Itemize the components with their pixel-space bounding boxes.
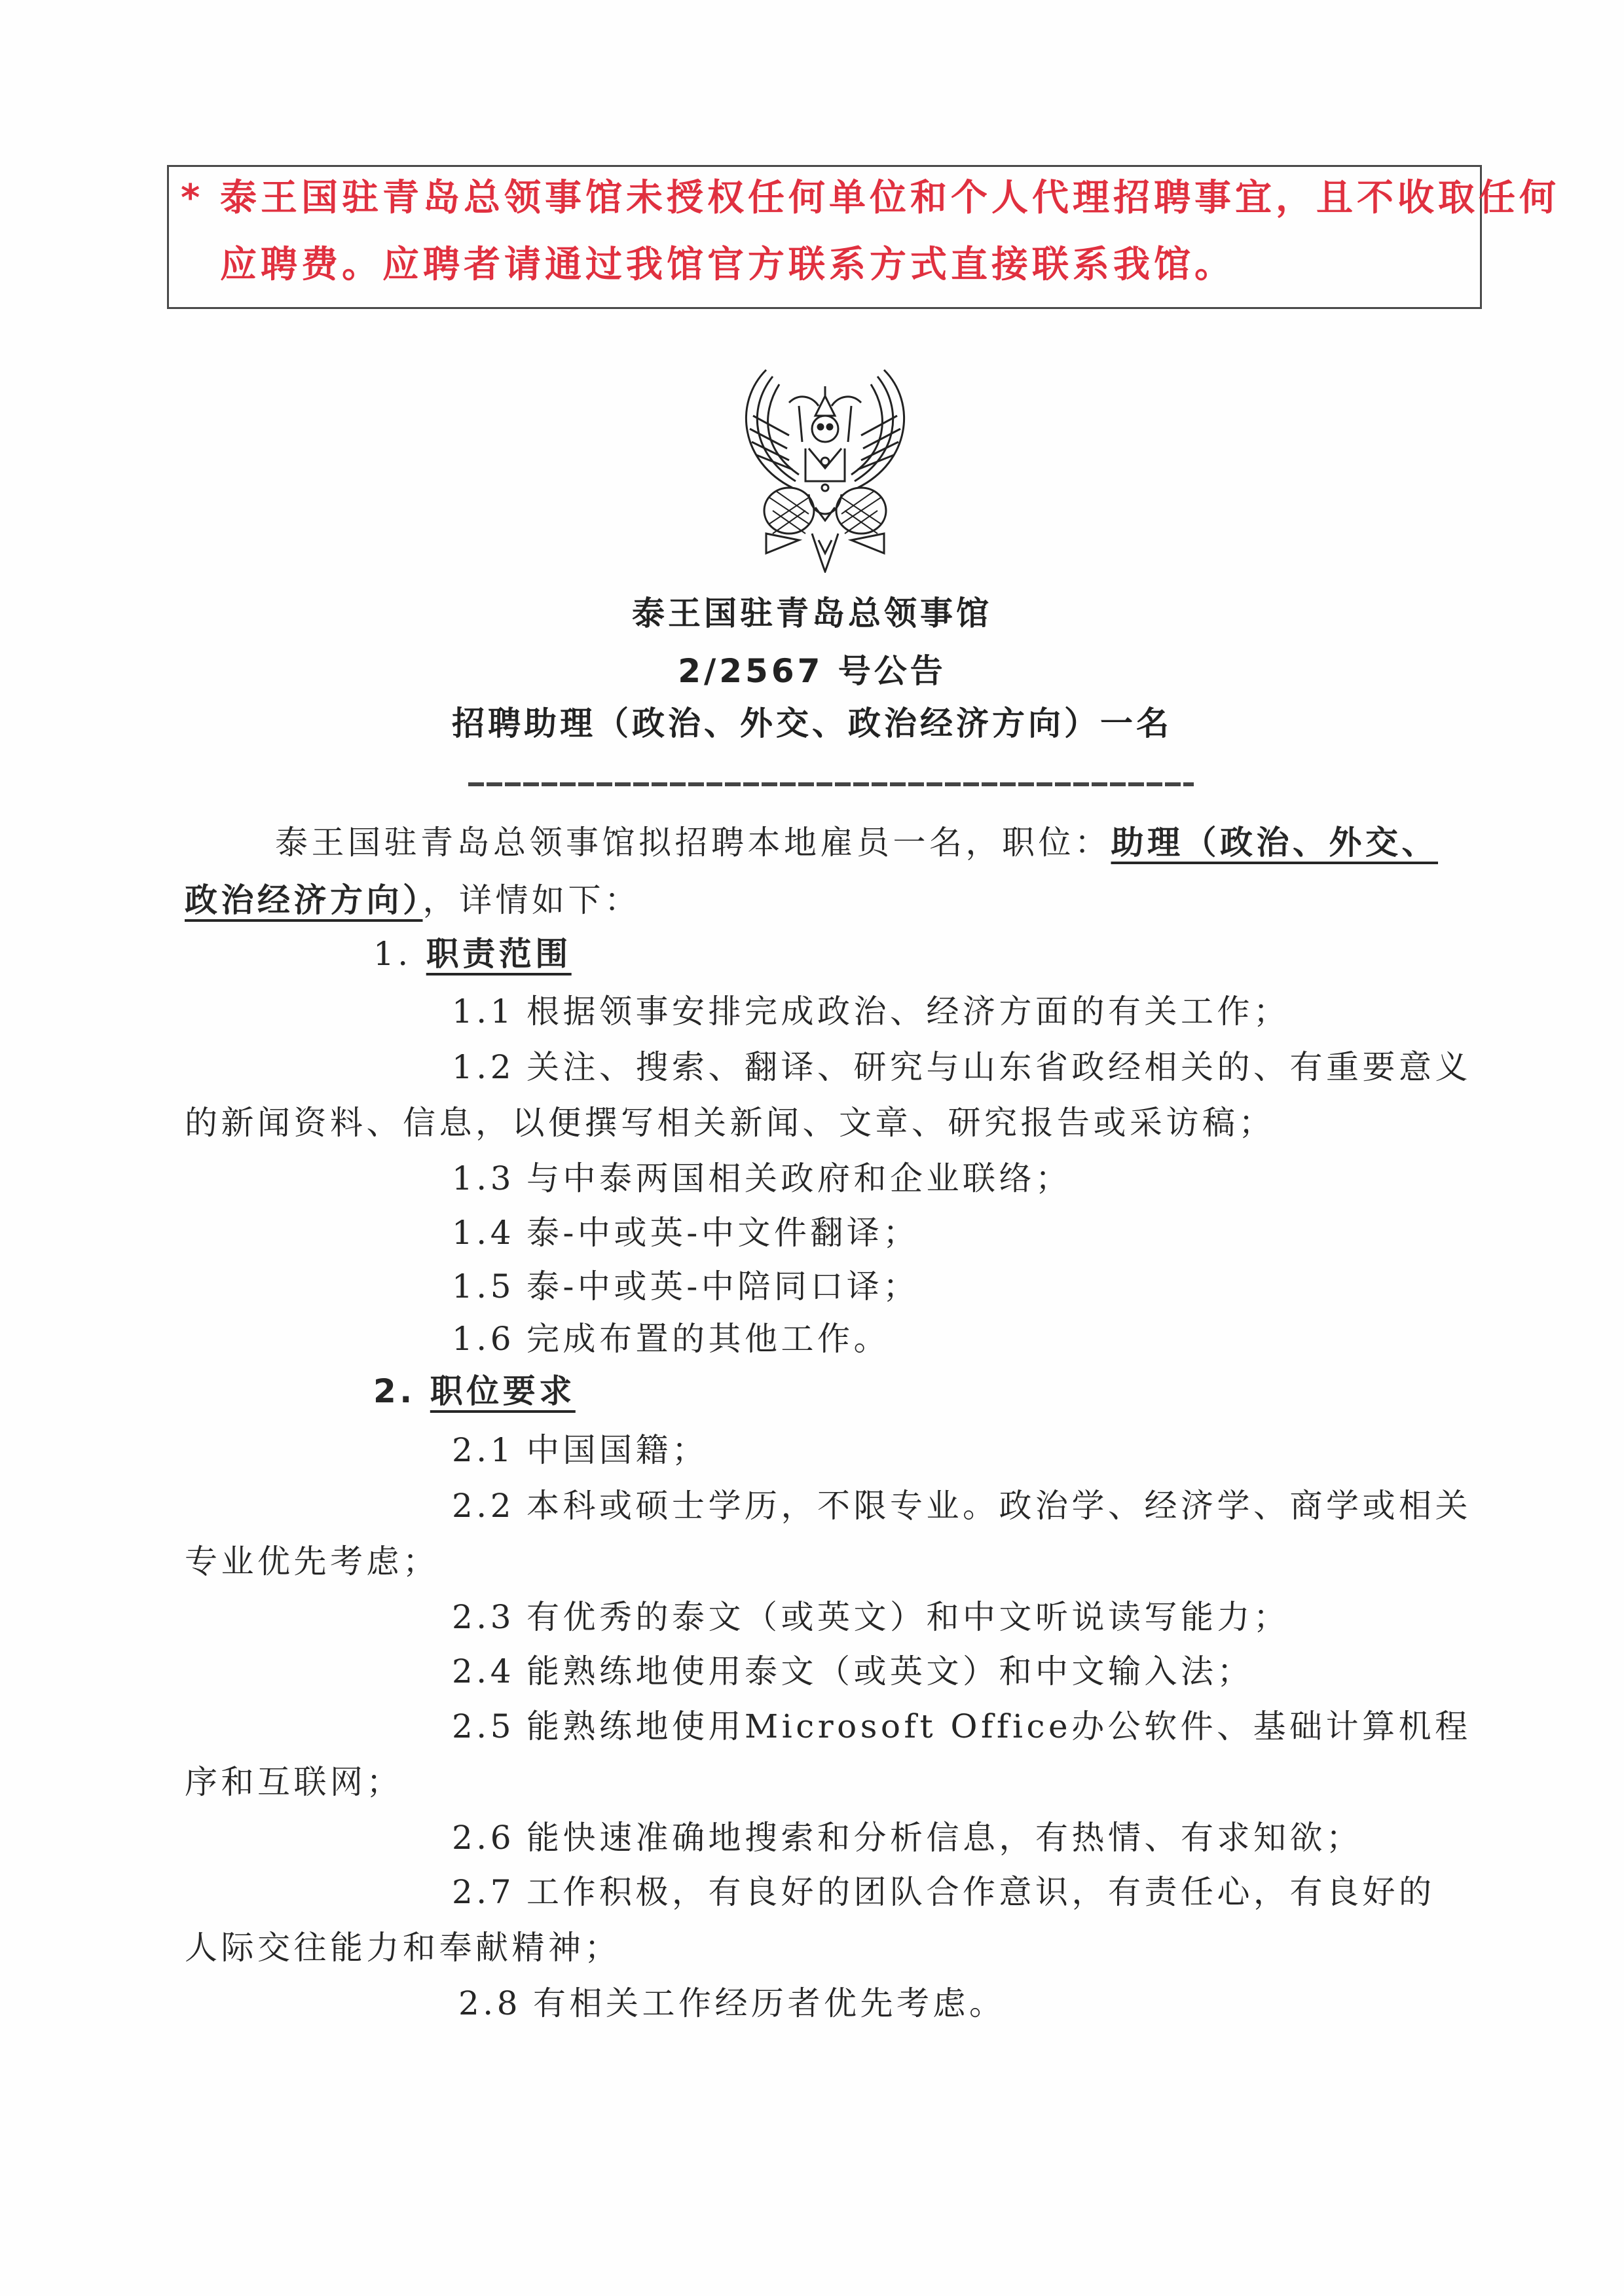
item-text: 能熟练地使用Microsoft Office办公软件、基础计算机程: [526, 1707, 1471, 1745]
list-item-2-7: [452, 1873, 1435, 1911]
item-text: 泰-中或英-中文件翻译；: [526, 1214, 919, 1252]
list-item-2-1: [452, 1431, 709, 1469]
list-item-1-4: [452, 1214, 919, 1252]
item-number: 2.5: [452, 1707, 515, 1745]
section-title: 职责范围: [426, 935, 572, 973]
section-heading-duties: [373, 935, 572, 973]
list-item-2-5-continued: 序和互联网；: [185, 1763, 403, 1801]
item-number: 1.3: [452, 1159, 515, 1197]
item-number: 2.7: [452, 1873, 515, 1911]
item-number: 2.1: [452, 1431, 515, 1469]
item-number: 1.1: [452, 993, 515, 1030]
asterisk-icon: *: [181, 177, 204, 219]
list-item-1-6: [452, 1320, 891, 1358]
warning-text-1: 泰王国驻青岛总领事馆未授权任何单位和个人代理招聘事宜，且不收取任何: [220, 177, 1560, 219]
item-number: 2.2: [452, 1487, 515, 1525]
item-text: 中国国籍；: [526, 1431, 709, 1469]
list-item-1-2-continued: 的新闻资料、信息，以便撰写相关新闻、文章、研究报告或采访稿；: [185, 1104, 1275, 1142]
list-item-1-3: [452, 1159, 1072, 1197]
item-number: 2.6: [452, 1819, 515, 1857]
fraud-warning-box: [167, 165, 1560, 309]
item-text: 有相关工作经历者优先考虑。: [533, 1984, 1006, 2022]
list-item-2-8: [458, 1984, 1006, 2022]
intro-prefix: 泰王国驻青岛总领事馆拟招聘本地雇员一名，职位：: [275, 824, 1111, 862]
item-number: 2.3: [452, 1598, 515, 1636]
list-item-2-4: [452, 1652, 1254, 1690]
list-item-1-2: [452, 1048, 1472, 1086]
intro-line-2: [185, 881, 641, 919]
item-text: 有优秀的泰文（或英文）和中文听说读写能力；: [526, 1598, 1290, 1636]
list-item-2-6: [452, 1819, 1363, 1857]
list-item-2-2: [452, 1487, 1472, 1525]
item-number: 1.6: [452, 1320, 515, 1358]
list-item-1-5: [452, 1267, 919, 1305]
consulate-name: 泰王国驻青岛总领事馆: [632, 594, 992, 632]
announcement-number: 2/2567 号公告: [678, 652, 946, 690]
list-item-2-2-continued: 专业优先考虑；: [185, 1542, 439, 1580]
item-text: 与中泰两国相关政府和企业联络；: [526, 1159, 1072, 1197]
item-text: 关注、搜索、翻译、研究与山东省政经相关的、有重要意义: [526, 1048, 1472, 1086]
section-title: 职位要求: [430, 1372, 576, 1410]
list-item-2-3: [452, 1598, 1290, 1636]
warning-line-1: [181, 177, 1560, 219]
item-text: 根据领事安排完成政治、经济方面的有关工作；: [526, 993, 1290, 1030]
item-text: 能熟练地使用泰文（或英文）和中文输入法；: [526, 1652, 1254, 1690]
item-number: 1.2: [452, 1048, 515, 1086]
list-item-2-5: [452, 1707, 1471, 1745]
list-item-2-7-continued: 人际交往能力和奉献精神；: [185, 1929, 621, 1967]
section-number: 1.: [373, 935, 412, 973]
garuda-emblem-icon: [727, 357, 923, 573]
item-text: 本科或硕士学历，不限专业。政治学、经济学、商学或相关: [526, 1487, 1472, 1525]
item-number: 1.5: [452, 1267, 515, 1305]
item-text: 完成布置的其他工作。: [526, 1320, 891, 1358]
intro-suffix: ，详情如下：: [422, 881, 641, 919]
announcement-title: 招聘助理（政治、外交、政治经济方向）一名: [452, 704, 1172, 742]
item-number: 1.4: [452, 1214, 515, 1252]
item-number: 2.4: [452, 1652, 515, 1690]
warning-line-2: 应聘费。应聘者请通过我馆官方联系方式直接联系我馆。: [220, 244, 1235, 286]
item-text: 工作积极，有良好的团队合作意识，有责任心，有良好的: [526, 1873, 1435, 1911]
item-number: 2.8: [458, 1984, 522, 2022]
section-number: 2.: [373, 1372, 416, 1410]
dashed-separator: [468, 782, 1194, 786]
intro-line-1: [275, 824, 1438, 862]
position-name-part-2: 政治经济方向）: [185, 881, 423, 919]
section-heading-requirements: [373, 1372, 576, 1410]
item-text: 泰-中或英-中陪同口译；: [526, 1267, 919, 1305]
list-item-1-1: [452, 995, 1290, 1028]
item-text: 能快速准确地搜索和分析信息，有热情、有求知欲；: [526, 1819, 1363, 1857]
position-name-part-1: 助理（政治、外交、: [1111, 824, 1438, 862]
